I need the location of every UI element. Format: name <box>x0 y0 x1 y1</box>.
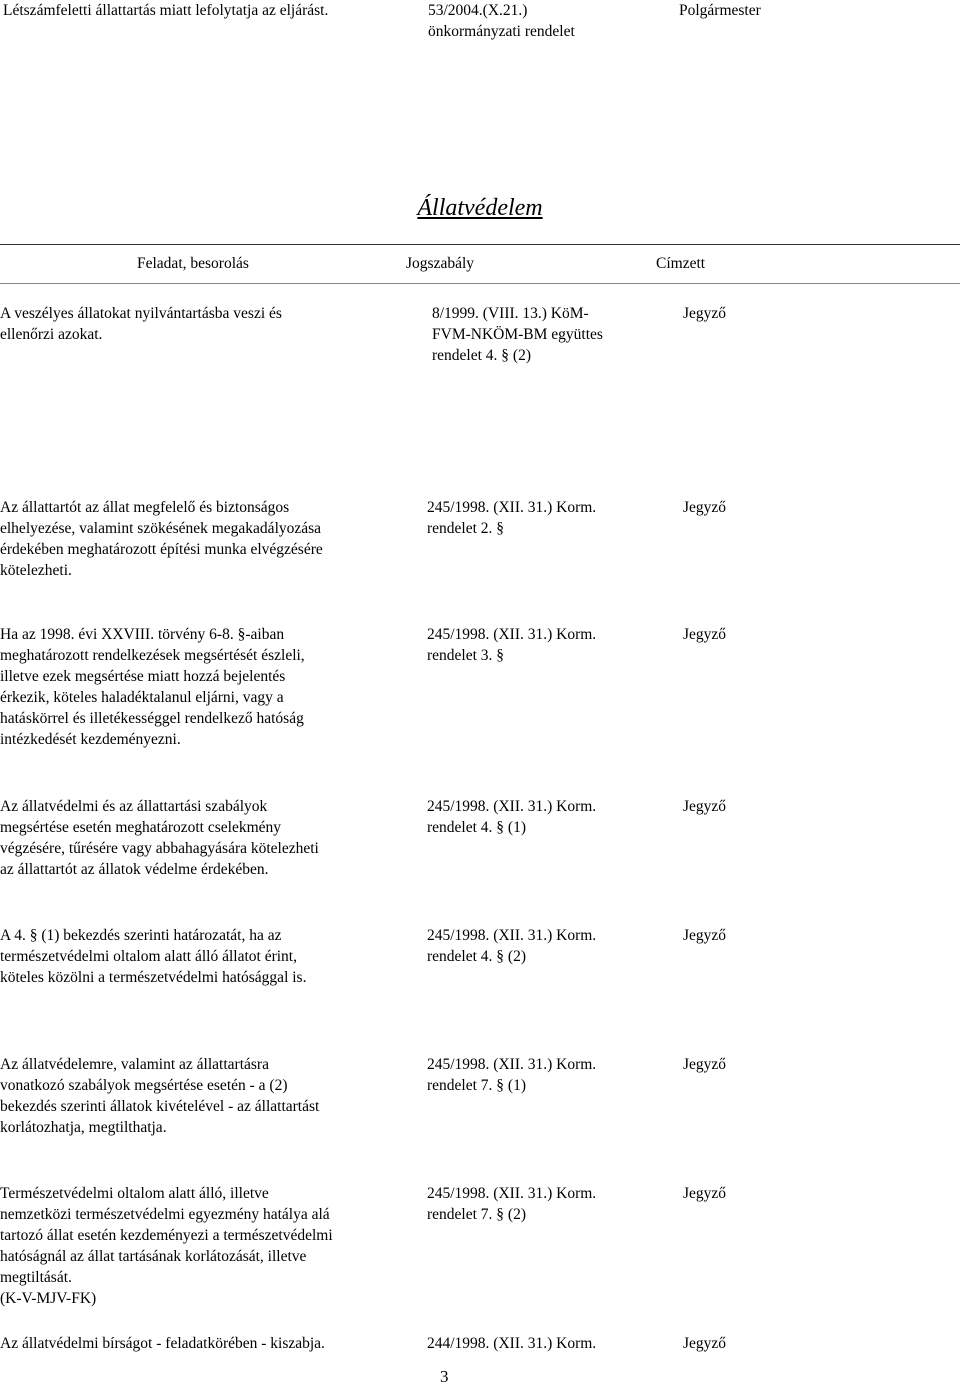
column-header-law: Jogszabály <box>406 255 475 272</box>
page-number: 3 <box>440 1367 449 1386</box>
row-law: 244/1998. (XII. 31.) Korm. <box>427 1335 597 1352</box>
header-top-rule <box>0 244 960 245</box>
row-law: 8/1999. (VIII. 13.) KöM- FVM-NKÖM-BM együttes rendelet 4. § (2) <box>432 305 603 364</box>
column-header-task: Feladat, besorolás <box>137 255 249 272</box>
column-header-recipient: Címzett <box>656 255 706 272</box>
row-recipient: Jegyző <box>683 927 727 944</box>
row-law: 245/1998. (XII. 31.) Korm. rendelet 4. § (2) <box>427 927 597 965</box>
row-task: A 4. § (1) bekezdés szerinti határozatát, ha az természetvédelmi oltalom alatt álló állatot érint, köteles közölni a természetvédelmi hatósággal is. <box>0 927 307 986</box>
row-task: Ha az 1998. évi XXVIII. törvény 6-8. §-aiban meghatározott rendelkezések megsértését észleli, illetve ezek megsértése miatt hozzá bejelentés érkezik, köteles haladéktalanul eljárni, vagy a hatáskörrel és illetékességgel rendelkező hatóság intézkedését kezdeményezni. <box>0 626 305 748</box>
row-law: 245/1998. (XII. 31.) Korm. rendelet 7. § (1) <box>427 1056 597 1094</box>
section-title: Állatvédelem <box>417 195 543 221</box>
row-task: A veszélyes állatokat nyilvántartásba veszi és ellenőrzi azokat. <box>0 305 282 343</box>
row-recipient: Jegyző <box>683 1185 727 1202</box>
row-task: Az állattartót az állat megfelelő és biztonságos elhelyezése, valamint szökésének megakadályozása érdekében meghatározott építési munka elvégzésére kötelezheti. <box>0 499 323 579</box>
row-task: Az állatvédelmi és az állattartási szabályok megsértése esetén meghatározott cselekmény végzésére, tűrésére vagy abbahagyására kötelezheti az állattartót az állatok védelme érdekében. <box>0 798 319 878</box>
row-task: Az állatvédelmi bírságot - feladatkörében - kiszabja. <box>0 1335 325 1352</box>
row-law: 245/1998. (XII. 31.) Korm. rendelet 3. § <box>427 626 597 664</box>
row-recipient: Jegyző <box>683 499 727 516</box>
carryover-law: 53/2004.(X.21.) önkormányzati rendelet <box>428 2 575 40</box>
row-recipient: Jegyző <box>683 798 727 815</box>
row-recipient: Jegyző <box>683 1056 727 1073</box>
carryover-task: Létszámfeletti állattartás miatt lefolytatja az eljárást. <box>3 2 329 19</box>
row-recipient: Jegyző <box>683 305 727 322</box>
row-law: 245/1998. (XII. 31.) Korm. rendelet 7. § (2) <box>427 1185 597 1223</box>
carryover-recipient: Polgármester <box>679 2 761 19</box>
row-recipient: Jegyző <box>683 1335 727 1352</box>
row-law: 245/1998. (XII. 31.) Korm. rendelet 4. § (1) <box>427 798 597 836</box>
header-bottom-rule <box>0 283 960 284</box>
row-task: Az állatvédelemre, valamint az állattartásra vonatkozó szabályok megsértése esetén - a (2) bekezdés szerinti állatok kivételével - az állattartást korlátozhatja, megtilthatja. <box>0 1056 320 1136</box>
row-task: Természetvédelmi oltalom alatt álló, illetve nemzetközi természetvédelmi egyezmény hatálya alá tartozó állat esetén kezdeményezi a természetvédelmi hatóságnál az állat tartásának korlátozását, illetve megtiltását. (K-V-MJV-FK) <box>0 1185 333 1307</box>
row-recipient: Jegyző <box>683 626 727 643</box>
row-law: 245/1998. (XII. 31.) Korm. rendelet 2. § <box>427 499 597 537</box>
